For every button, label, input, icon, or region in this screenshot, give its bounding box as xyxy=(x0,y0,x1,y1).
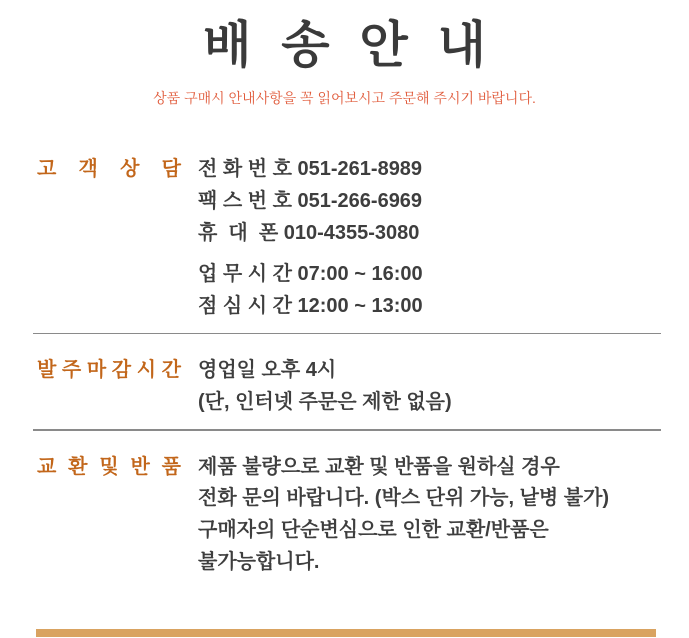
exchange-return-content xyxy=(198,452,661,579)
return-condition-line-4: 불가능합니다. xyxy=(198,550,320,573)
page-subtitle: 상품 구매시 안내사항을 꼭 읽어보시고 주문해 주시기 바랍니다. xyxy=(153,90,536,106)
lunch-hours-line: 점 심 시 간 12:00 ~ 13:00 xyxy=(198,295,423,318)
section-exchange-return xyxy=(0,452,689,579)
phone-number-line: 전 화 번 호 051-261-8989 xyxy=(198,158,423,180)
section-divider xyxy=(33,429,661,431)
return-condition-line-3: 구매자의 단순변심으로 인한 교환/반품은 xyxy=(198,519,549,542)
deadline-time-line: 영업일 오후 4시 xyxy=(198,359,337,382)
section-customer-service xyxy=(0,154,689,323)
order-deadline-label: 발 주 마 감 시 간 xyxy=(37,359,181,382)
exchange-return-label: 교 환 및 반 품 xyxy=(37,455,181,478)
section-divider xyxy=(33,333,661,335)
internet-order-note-line: (단, 인터넷 주문은 제한 없음) xyxy=(198,391,452,414)
order-deadline-content xyxy=(198,355,661,419)
return-condition-line-2: 전화 문의 바랍니다. (박스 단위 가능, 낱병 불가) xyxy=(198,487,610,510)
mobile-number-line: 휴 대 폰 010-4355-3080 xyxy=(198,221,420,244)
fax-number-line: 팩 스 번 호 051-266-6969 xyxy=(198,189,423,212)
page-title: 배 송 안 내 xyxy=(203,17,494,73)
return-condition-line-1: 제품 불량으로 교환 및 반품을 원하실 경우 xyxy=(198,455,560,478)
footer-accent-bar xyxy=(36,629,656,637)
section-order-deadline xyxy=(0,355,689,419)
business-hours-line: 업 무 시 간 07:00 ~ 16:00 xyxy=(198,263,423,286)
customer-service-label: 고 객 상 담 xyxy=(37,158,181,180)
customer-service-content xyxy=(198,154,661,323)
